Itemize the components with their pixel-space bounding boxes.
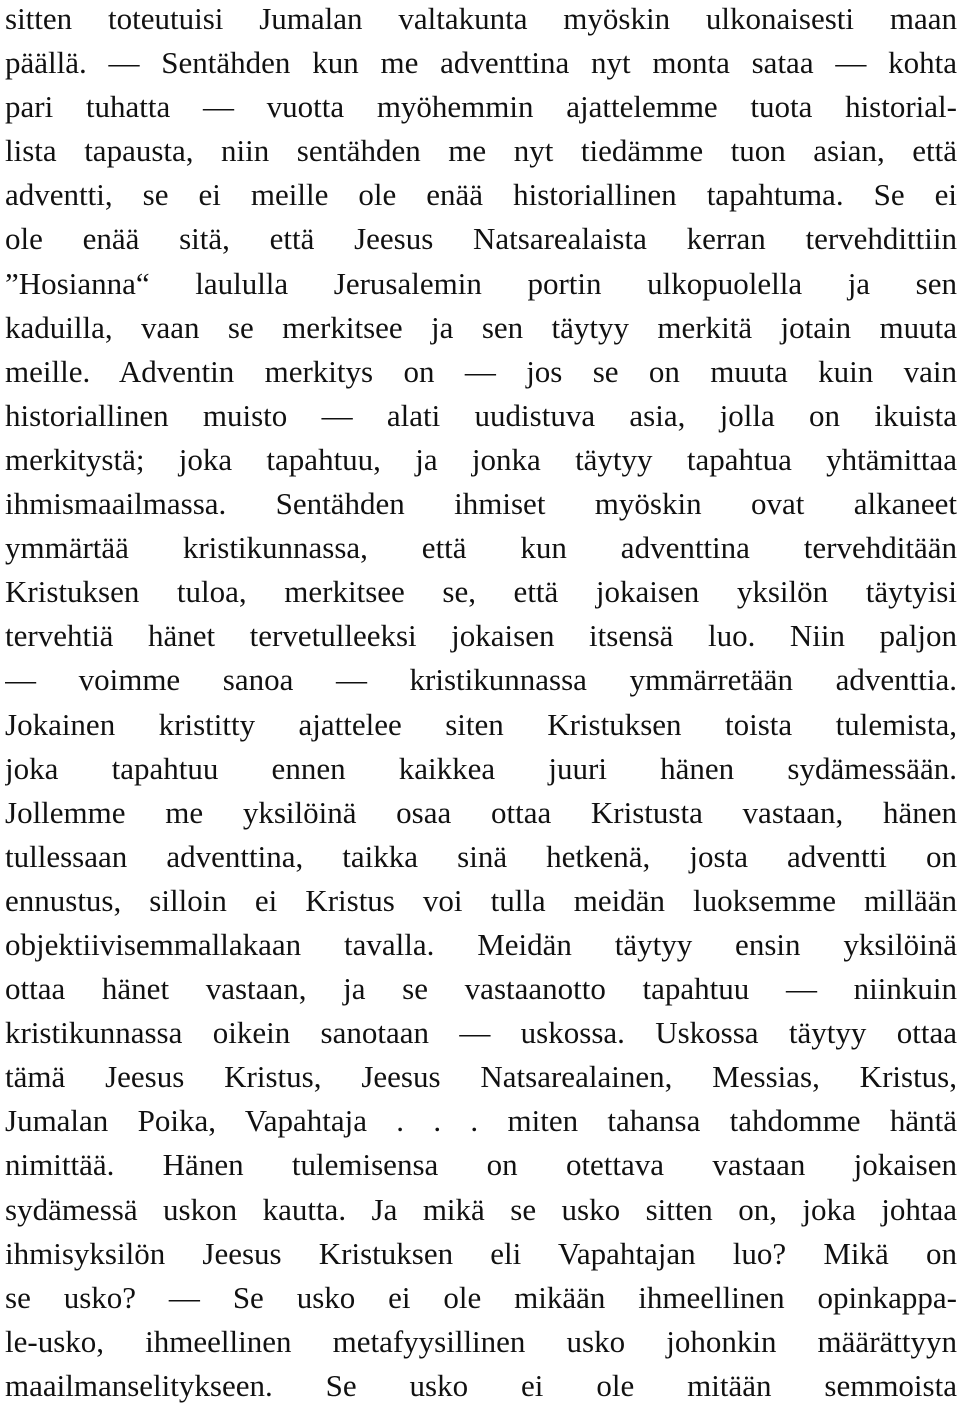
text-line: Jokainen kristitty ajattelee siten Kristuksen toista tulemista, bbox=[5, 706, 957, 742]
text-line: nimittää. Hänen tulemisensa on otettava vastaan jokaisen bbox=[5, 1147, 957, 1183]
text-line: tervehtiä hänet tervetulleeksi jokaisen itsensä luo. Niin paljon bbox=[5, 618, 957, 654]
text-line: sitten toteutuisi Jumalan valtakunta myöskin ulkonaisesti maan bbox=[5, 1, 957, 36]
text-line: sydämessä uskon kautta. Ja mikä se usko sitten on, joka johtaa bbox=[5, 1191, 957, 1227]
text-line: meille. Adventin merkitys on — jos se on muuta kuin vain bbox=[5, 353, 957, 389]
text-line: ihmismaailmassa. Sentähden ihmiset myöskin ovat alkaneet bbox=[5, 486, 957, 522]
text-line: kristikunnassa oikein sanotaan — uskossa. Uskossa täytyy ottaa bbox=[5, 1015, 957, 1051]
text-line: ennustus, silloin ei Kristus voi tulla meidän luoksemme millään bbox=[5, 882, 957, 918]
text-line: — voimme sanoa — kristikunnassa ymmärretään adventtia. bbox=[5, 662, 957, 698]
text-line: tämä Jeesus Kristus, Jeesus Natsarealainen, Messias, Kristus, bbox=[5, 1059, 957, 1095]
text-line: joka tapahtuu ennen kaikkea juuri hänen sydämessään. bbox=[5, 750, 957, 786]
text-line: objektiivisemmallakaan tavalla. Meidän täytyy ensin yksilöinä bbox=[5, 926, 957, 962]
text-line: se usko? — Se usko ei ole mikään ihmeellinen opinkappa- bbox=[5, 1279, 957, 1315]
text-line: maailmanselitykseen. Se usko ei ole mitään semmoista bbox=[5, 1367, 957, 1403]
text-line: pari tuhatta — vuotta myöhemmin ajattelemme tuota historial- bbox=[5, 89, 957, 125]
text-line: lista tapausta, niin sentähden me nyt tiedämme tuon asian, että bbox=[5, 133, 957, 169]
text-line: päällä. — Sentähden kun me adventtina nyt monta sataa — kohta bbox=[5, 45, 957, 81]
text-line: ottaa hänet vastaan, ja se vastaanotto tapahtuu — niinkuin bbox=[5, 971, 957, 1007]
text-line: historiallinen muisto — alati uudistuva asia, jolla on ikuista bbox=[5, 397, 957, 433]
text-line: Kristuksen tuloa, merkitsee se, että jokaisen yksilön täytyisi bbox=[5, 574, 957, 610]
text-line: Jollemme me yksilöinä osaa ottaa Kristusta vastaan, hänen bbox=[5, 794, 957, 830]
text-line: ”Hosianna“ laululla Jerusalemin portin ulkopuolella ja sen bbox=[5, 265, 957, 301]
text-line: tullessaan adventtina, taikka sinä hetkenä, josta adventti on bbox=[5, 838, 957, 874]
text-line: le-usko, ihmeellinen metafyysillinen usko johonkin määrättyyn bbox=[5, 1323, 957, 1359]
text-line: kaduilla, vaan se merkitsee ja sen täytyy merkitä jotain muuta bbox=[5, 309, 957, 345]
text-line: ole enää sitä, että Jeesus Natsarealaista kerran tervehdittiin bbox=[5, 221, 957, 257]
text-line: ymmärtää kristikunnassa, että kun adventtina tervehditään bbox=[5, 530, 957, 566]
text-line: merkitystä; joka tapahtuu, ja jonka täytyy tapahtua yhtämittaa bbox=[5, 441, 957, 477]
text-line: Jumalan Poika, Vapahtaja . . . miten tahansa tahdomme häntä bbox=[5, 1103, 957, 1139]
text-line: ihmisyksilön Jeesus Kristuksen eli Vapahtajan luo? Mikä on bbox=[5, 1235, 957, 1271]
text-line: adventti, se ei meille ole enää historiallinen tapahtuma. Se ei bbox=[5, 177, 957, 213]
